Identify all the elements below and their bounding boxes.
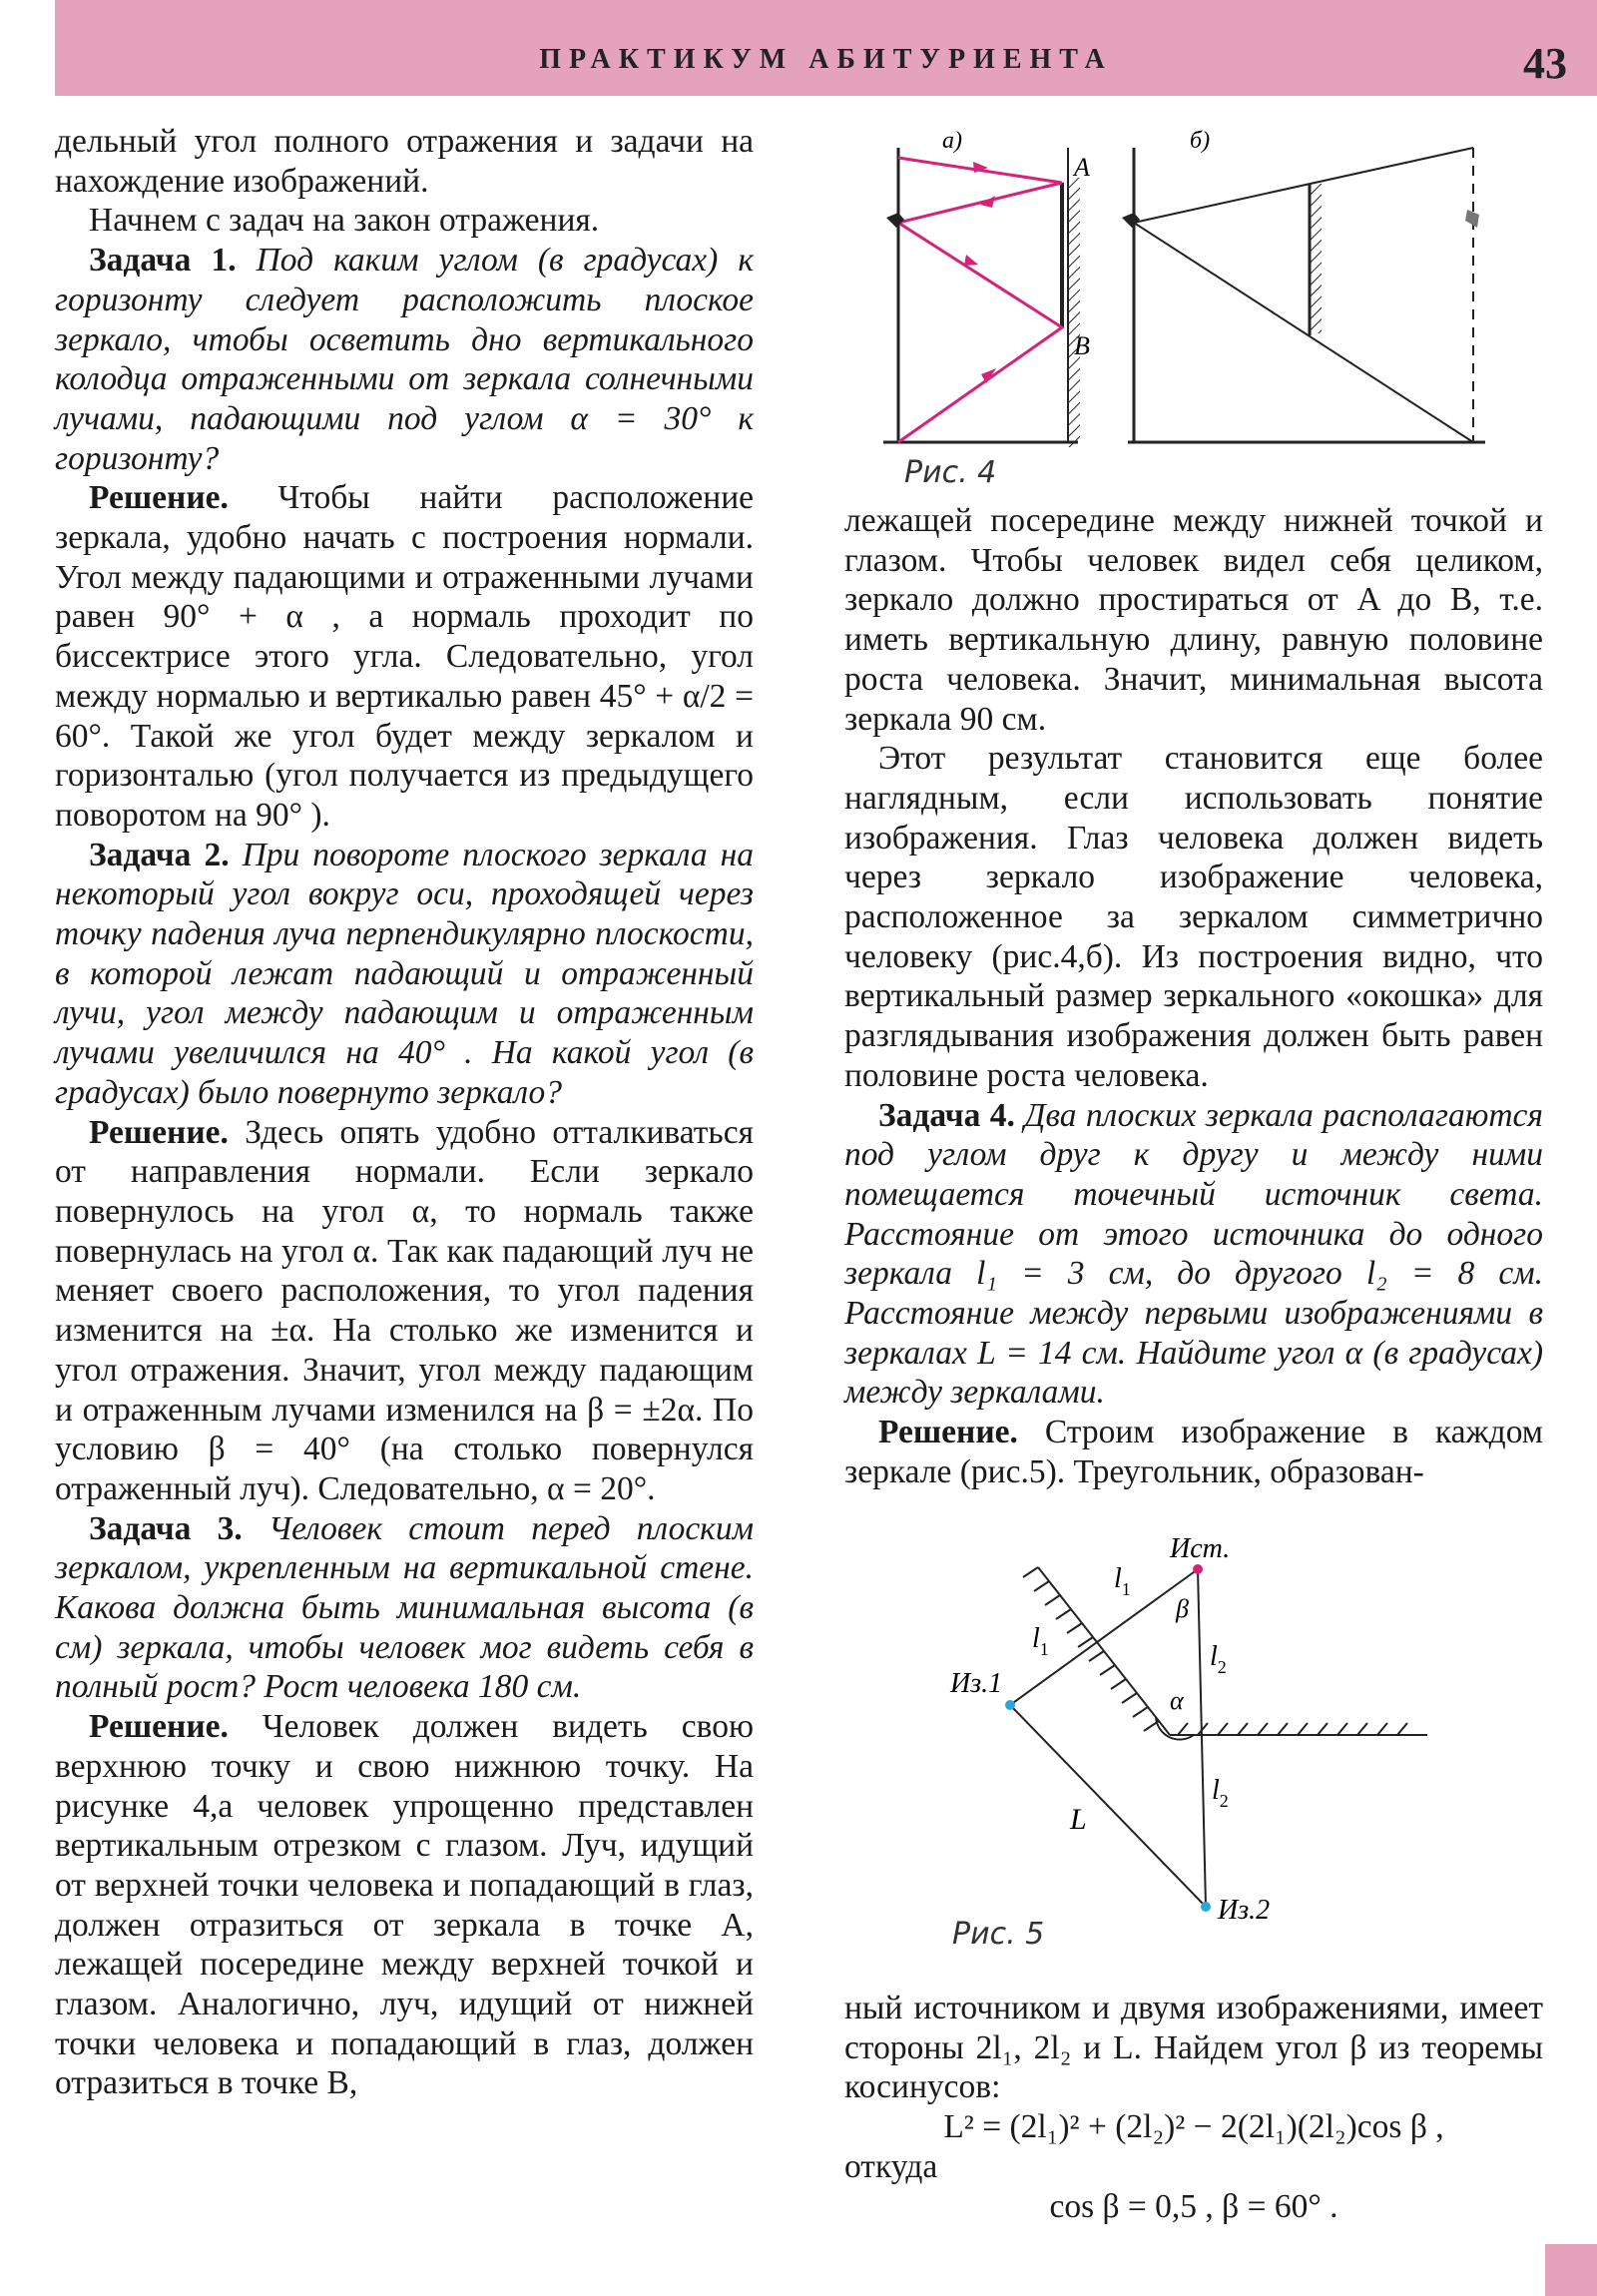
- task-label: Задача 2.: [89, 836, 230, 873]
- figure-4: [878, 118, 1497, 495]
- solution-label: Решение.: [89, 479, 229, 517]
- figure-4-caption: Рис. 4: [904, 455, 997, 490]
- figure-5: [938, 1537, 1457, 1957]
- task-4: [844, 1096, 1543, 1414]
- formula-cosine-law: L² = (2l₁)² + (2l₂)² − 2(2l₁)(2l₂)cos β ,: [943, 2108, 1444, 2146]
- task-2: [55, 836, 754, 1113]
- wall-hatching: [1068, 178, 1080, 447]
- paragraph: дельный угол полного отражения и задачи на нахождение изображений.: [55, 123, 754, 200]
- figure-4b-label: б): [1190, 128, 1211, 154]
- page-number: 43: [1523, 39, 1567, 88]
- l1-upper-label: $l_1$: [1114, 1563, 1131, 1599]
- angle-beta-label: β: [1176, 1594, 1189, 1623]
- image2-point: [1201, 1902, 1211, 1912]
- header-title: ПРАКТИКУМ АБИТУРИЕНТА: [539, 44, 1113, 75]
- figure-5-caption: Рис. 5: [952, 1917, 1045, 1952]
- angle-alpha-arc: [1156, 1717, 1194, 1740]
- l2-lower-label: $l_2$: [1212, 1775, 1229, 1811]
- solution-2: [55, 1113, 754, 1509]
- reflected-rays: [898, 158, 1062, 442]
- paragraph: лежащей посередине между нижней точкой и глазом. Чтобы человек видел себя целиком, зеркало должно простираться от A до B, т.е. иметь вертикальную длину, равную половине роста человека. Значит, минимальная высота зеркала 90 см.: [844, 502, 1543, 738]
- solution-1: [55, 478, 754, 835]
- task-text: Два плоских зеркала располагаются под углом друг к другу и между ними помещается точечный источник света. Расстояние от этого источника до одного зеркала l₁ = 3 см, до другого l₂ = 8 см. Расстояние между первыми изображениями в зеркалах L = 14 см. Найдите угол α (в градусах) между зеркалами.: [844, 1096, 1544, 1412]
- paragraph: Начнем с задач на закон отражения.: [89, 202, 600, 240]
- image2-label: Из.2: [1218, 1895, 1271, 1926]
- mirror-horizontal-hatching: [1178, 1723, 1407, 1735]
- angle-alpha-label: α: [1170, 1686, 1184, 1715]
- solution-label: Решение.: [89, 1708, 229, 1746]
- task-label: Задача 4.: [878, 1096, 1015, 1134]
- left-column: [55, 122, 754, 2103]
- task-text: Под каким углом (в градусах) к горизонту следует расположить плоское зеркало, чтобы осветить дно вертикального колодца отраженными от зеркала солнечными лучами, падающими под углом α = 30° к горизонту?: [55, 242, 754, 477]
- image1-label: Из.1: [950, 1668, 1003, 1699]
- l2-upper-label: $l_2$: [1210, 1641, 1227, 1677]
- solution-4: [844, 1413, 1543, 1491]
- l1-lower-label: $l_1$: [1032, 1623, 1049, 1659]
- solution-text: Чтобы найти расположение зеркала, удобно начать с построения нормали. Угол между падающими и отраженными лучами равен 90° + α , а нормаль проходит по биссектрисе этого угла. Следовательно, угол между нормалью и вертикалью равен 45° + α/2 = 60°. Такой же угол будет между зеркалом и горизонталью (угол получается из предыдущего поворотом на 90° ).: [55, 479, 755, 834]
- right-column-upper: [844, 501, 1543, 1492]
- solution-text: Человек должен видеть свою верхнюю точку и свою нижнюю точку. На рисунке 4,а человек упрощенно представлен вертикальным отрезком с глазом. Луч, идущий от верхней точки человека и попадающий в глаз, должен отразиться от зеркала в точке A, лежащей посередине между верхней точкой и глазом. Аналогично, луч, идущий от нижней точки человека и попадающий в глаз, должен отразиться в точке B,: [55, 1708, 754, 2102]
- source-point: [1193, 1564, 1203, 1574]
- solution-label: Решение.: [878, 1414, 1018, 1451]
- point-a-label: A: [1074, 153, 1090, 182]
- solution-label: Решение.: [89, 1113, 229, 1151]
- paragraph: откуда: [844, 2147, 938, 2185]
- ray-top: [1134, 148, 1473, 223]
- mirror-hatching: [1310, 184, 1322, 333]
- paragraph: ный источником и двумя изображениями, имеет стороны 2l₁, 2l₂ и L. Найдем угол β из теоремы косинусов:: [844, 1990, 1543, 2106]
- corner-tab: [1545, 2244, 1597, 2296]
- page-header: [55, 0, 1597, 96]
- task-3: [55, 1509, 754, 1708]
- paragraph: Этот результат становится еще более наглядным, если использовать понятие изображения. Глаз человека должен видеть через зеркало изображение человека, расположенное за зеркалом симметрично человеку (рис.4,б). Из построения видно, что вертикальный размер зеркального «окошка» для разглядывания изображения должен быть равен половине роста человека.: [844, 740, 1543, 1094]
- arrow-icon: [964, 255, 978, 266]
- right-column-lower: [844, 1989, 1543, 2226]
- solution-text: Строим изображение в каждом зеркале (рис.5). Треугольник, образован-: [844, 1414, 1544, 1490]
- image1-point: [1005, 1700, 1015, 1710]
- task-1: [55, 241, 754, 478]
- point-b-label: B: [1074, 331, 1090, 360]
- task-label: Задача 3.: [89, 1509, 243, 1547]
- task-text: Человек стоит перед плоским зеркалом, укрепленным на вертикальной стене. Какова должна быть минимальная высота (в см) зеркала, чтобы человек мог видеть себя в полный рост? Рост человека 180 см.: [55, 1509, 754, 1706]
- solution-3: [55, 1707, 754, 2103]
- distance-L-label: L: [1070, 1803, 1087, 1836]
- task-label: Задача 1.: [89, 242, 237, 280]
- source-label: Ист.: [1170, 1537, 1231, 1564]
- ray-bottom: [1134, 223, 1473, 442]
- solution-text: Здесь опять удобно отталкиваться от направления нормали. Если зеркало повернулось на угол α, то нормаль также повернулась на угол α. Так как падающий луч не меняет своего расположения, то угол падения изменится на ±α. На столько же изменится и угол отражения. Значит, угол между падающим и отраженным лучами изменился на β = ±2α. По условию β = 40° (на столько повернулся отраженный луч). Следовательно, α = 20°.: [55, 1113, 754, 1507]
- figure-4a-label: а): [942, 128, 962, 154]
- line-source-image2: [1198, 1569, 1206, 1907]
- formula-result: cos β = 0,5 , β = 60° .: [1049, 2187, 1338, 2225]
- task-text: При повороте плоского зеркала на некоторый угол вокруг оси, проходящей через точку падения луча перпендикулярно плоскости, в которой лежат падающий и отраженный лучи, угол между падающим и отраженным лучами увеличился на 40° . На какой угол (в градусах) было повернуто зеркало?: [55, 836, 754, 1111]
